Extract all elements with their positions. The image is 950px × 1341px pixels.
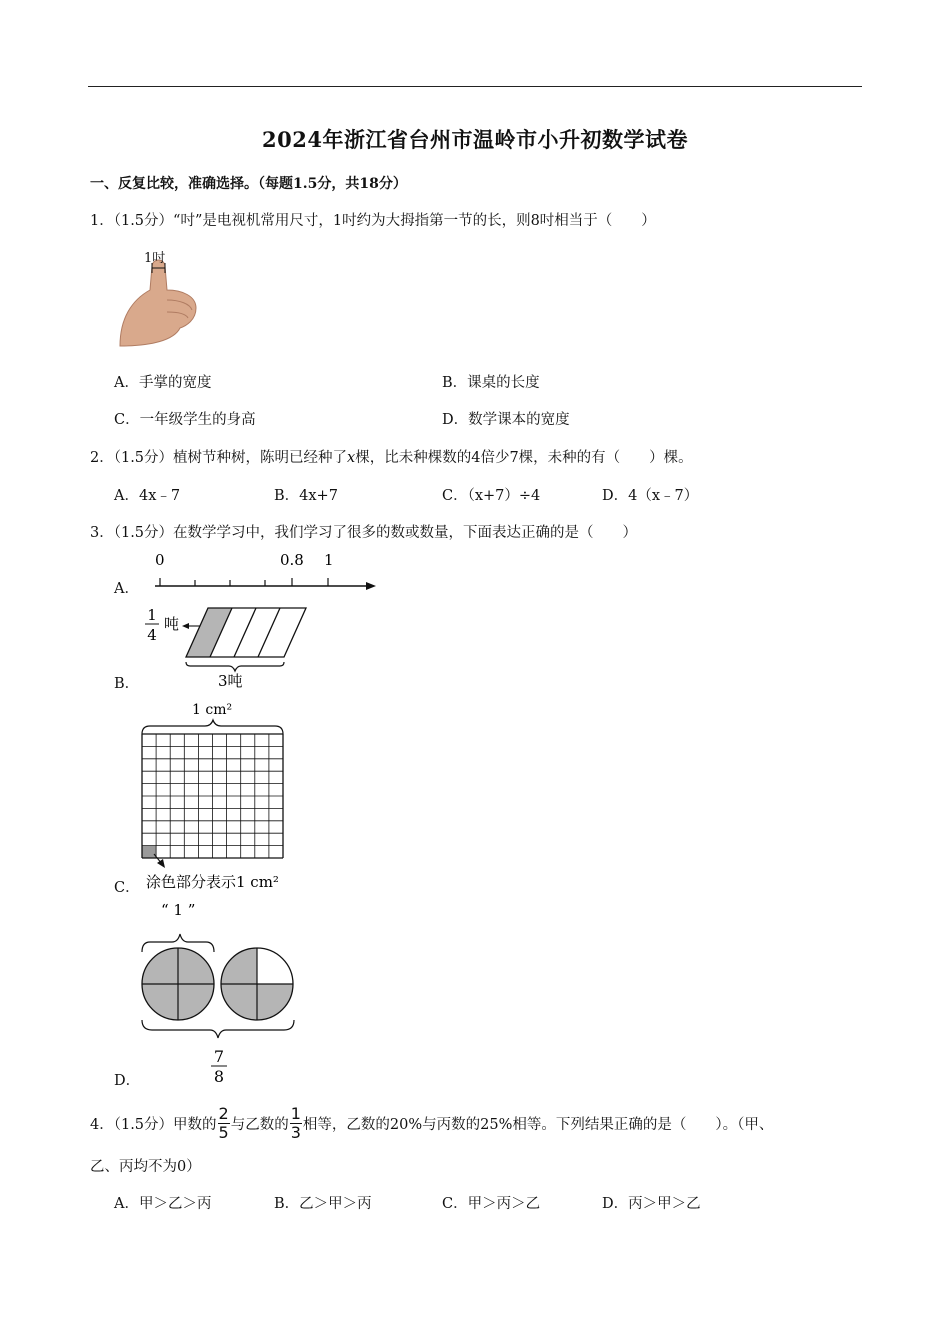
question-2-text: [90, 446, 693, 467]
q4-fraction-1-3: [290, 1105, 302, 1142]
q2-prefix: 2．（1.5分）植树节种树，陈明已经种了: [90, 450, 348, 466]
q3-option-b-label[interactable]: B．: [114, 676, 140, 692]
b-fraction-numerator: 1: [147, 606, 157, 624]
q1-option-b[interactable]: B．课桌的长度: [442, 375, 540, 391]
q4-fraction-1-numerator: 2: [218, 1103, 229, 1123]
q4-fraction-2-denominator: 3: [290, 1122, 301, 1142]
header-rule: [88, 86, 862, 87]
q2-suffix: 棵，比未种棵数的4倍少7棵，未种的有（ ）棵。: [355, 450, 693, 466]
b-total-label: 3吨: [218, 672, 243, 690]
tick-label-0: 0: [155, 551, 165, 569]
question-1-text: 1．（1.5分）“吋”是电视机常用尺寸，1吋约为大拇指第一节的长，则8吋相当于（ ）: [90, 213, 656, 229]
tick-label-0-8: 0.8: [280, 551, 304, 569]
d-fraction-denominator: 8: [213, 1067, 225, 1086]
q3-number-line: [140, 548, 385, 596]
q2-option-c[interactable]: C．（x+7）÷4: [442, 488, 541, 504]
shaded-cell: [142, 846, 156, 858]
q3-option-c-label[interactable]: C．: [114, 880, 140, 896]
q4-part-1: 4．（1.5分）甲数的: [90, 1116, 217, 1133]
question-4-line-2: 乙、丙均不为0）: [90, 1159, 201, 1175]
tick-label-1: 1: [324, 551, 334, 569]
thumb-illustration: [112, 248, 207, 348]
q3-circles-figure: [136, 898, 306, 1088]
b-fraction-denominator: 4: [147, 626, 157, 644]
q4-option-d[interactable]: D．丙＞甲＞乙: [602, 1196, 701, 1212]
q2-option-b[interactable]: B．4x+7: [274, 488, 338, 504]
q3-grid-figure: [132, 698, 317, 894]
q2-variable: x: [347, 450, 356, 466]
inch-label: 1吋: [144, 251, 166, 266]
c-top-label: 1 cm²: [192, 702, 233, 718]
q3-option-a-label[interactable]: A．: [114, 581, 139, 597]
d-quote-label: “ 1 ”: [161, 901, 196, 919]
b-unit-label: 吨: [164, 615, 180, 633]
q3-parallelogram-figure: [138, 600, 318, 692]
q4-fraction-2-5: [218, 1105, 230, 1142]
question-4-text: [90, 1105, 773, 1141]
q4-fraction-2-numerator: 1: [290, 1103, 301, 1123]
q2-option-d[interactable]: D．4（x﹣7）: [602, 488, 699, 504]
q1-option-a[interactable]: A．手掌的宽度: [114, 375, 212, 391]
d-fraction-numerator: 7: [213, 1047, 225, 1066]
q4-part-3: 相等，乙数的20%与丙数的25%相等。下列结果正确的是（ ）。（甲、: [302, 1116, 774, 1133]
page-title: 2024年浙江省台州市温岭市小升初数学试卷: [262, 127, 688, 152]
q1-option-d[interactable]: D．数学课本的宽度: [442, 412, 570, 428]
q4-part-2: 与乙数的: [230, 1116, 289, 1133]
section-heading: 一、反复比较，准确选择。（每题1.5分，共18分）: [90, 176, 407, 192]
c-caption: 涂色部分表示1 cm²: [146, 873, 279, 891]
q4-option-c[interactable]: C．甲＞丙＞乙: [442, 1196, 541, 1212]
q4-fraction-1-denominator: 5: [218, 1122, 229, 1142]
q2-option-a[interactable]: A．4x﹣7: [114, 488, 181, 504]
question-3-text: 3．（1.5分）在数学学习中，我们学习了很多的数或数量，下面表达正确的是（ ）: [90, 525, 638, 541]
unit-grid: [142, 734, 283, 858]
q4-option-a[interactable]: A．甲＞乙＞丙: [114, 1196, 212, 1212]
q1-option-c[interactable]: C．一年级学生的身高: [114, 412, 256, 428]
q3-option-d-label[interactable]: D．: [114, 1073, 141, 1089]
q4-option-b[interactable]: B．乙＞甲＞丙: [274, 1196, 372, 1212]
